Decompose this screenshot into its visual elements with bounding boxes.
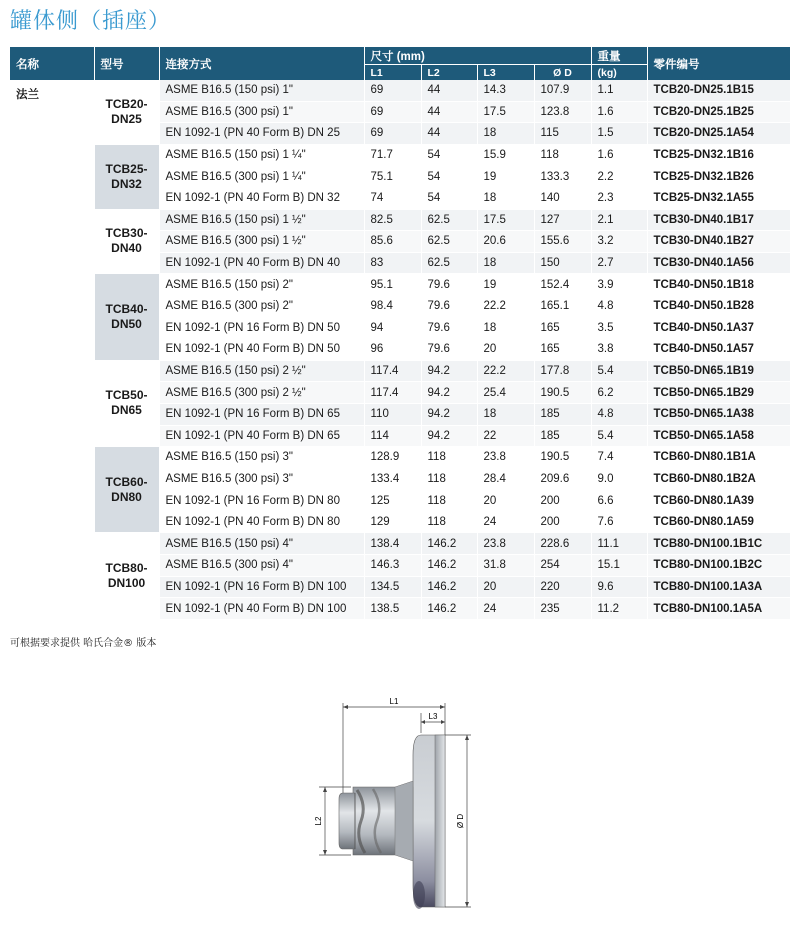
part-number-cell: TCB50-DN65.1B29 bbox=[647, 382, 790, 404]
l3-cell: 25.4 bbox=[477, 382, 534, 404]
header-weight: 重量 bbox=[591, 47, 647, 65]
l3-cell: 18 bbox=[477, 252, 534, 274]
connection-cell: EN 1092-1 (PN 16 Form B) DN 50 bbox=[159, 317, 364, 339]
weight-cell: 4.8 bbox=[591, 295, 647, 317]
dim-od-label: Ø D bbox=[456, 813, 465, 829]
l3-cell: 23.8 bbox=[477, 533, 534, 555]
header-size-group: 尺寸 (mm) bbox=[364, 47, 591, 65]
l1-cell: 75.1 bbox=[364, 166, 421, 188]
weight-cell: 6.2 bbox=[591, 382, 647, 404]
od-cell: 165 bbox=[534, 317, 591, 339]
l2-cell: 62.5 bbox=[421, 209, 477, 231]
table-row bbox=[10, 209, 790, 231]
l2-cell: 62.5 bbox=[421, 252, 477, 274]
part-number-cell: TCB80-DN100.1A3A bbox=[647, 576, 790, 598]
l3-cell: 24 bbox=[477, 511, 534, 533]
part-number-cell: TCB40-DN50.1B18 bbox=[647, 274, 790, 296]
l2-cell: 146.2 bbox=[421, 533, 477, 555]
l3-cell: 20.6 bbox=[477, 231, 534, 253]
l2-cell: 44 bbox=[421, 80, 477, 101]
od-cell: 200 bbox=[534, 490, 591, 512]
connection-cell: ASME B16.5 (150 psi) 4" bbox=[159, 533, 364, 555]
table-row bbox=[10, 144, 790, 166]
od-cell: 190.5 bbox=[534, 382, 591, 404]
header-l2: L2 bbox=[421, 65, 477, 81]
od-cell: 118 bbox=[534, 144, 591, 166]
l1-cell: 146.3 bbox=[364, 555, 421, 577]
weight-cell: 2.3 bbox=[591, 187, 647, 209]
part-number-cell: TCB25-DN32.1A55 bbox=[647, 187, 790, 209]
page-title: 罐体侧（插座） bbox=[10, 9, 172, 34]
connection-cell: ASME B16.5 (150 psi) 1 ½" bbox=[159, 209, 364, 231]
l1-cell: 69 bbox=[364, 80, 421, 101]
l2-cell: 94.2 bbox=[421, 360, 477, 382]
l2-cell: 79.6 bbox=[421, 317, 477, 339]
model-cell: TCB30- DN40 bbox=[94, 209, 159, 274]
l2-cell: 118 bbox=[421, 468, 477, 490]
l2-cell: 79.6 bbox=[421, 339, 477, 361]
od-cell: 185 bbox=[534, 425, 591, 447]
l1-cell: 95.1 bbox=[364, 274, 421, 296]
weight-cell: 9.0 bbox=[591, 468, 647, 490]
dim-l1-label: L1 bbox=[389, 697, 399, 706]
l2-cell: 44 bbox=[421, 123, 477, 145]
l1-cell: 96 bbox=[364, 339, 421, 361]
part-number-cell: TCB20-DN25.1B15 bbox=[647, 80, 790, 101]
part-number-cell: TCB80-DN100.1B1C bbox=[647, 533, 790, 555]
l3-cell: 19 bbox=[477, 274, 534, 296]
od-cell: 220 bbox=[534, 576, 591, 598]
connection-cell: EN 1092-1 (PN 16 Form B) DN 100 bbox=[159, 576, 364, 598]
part-number-cell: TCB30-DN40.1A56 bbox=[647, 252, 790, 274]
od-cell: 152.4 bbox=[534, 274, 591, 296]
weight-cell: 15.1 bbox=[591, 555, 647, 577]
weight-cell: 2.7 bbox=[591, 252, 647, 274]
l1-cell: 138.5 bbox=[364, 598, 421, 620]
od-cell: 200 bbox=[534, 511, 591, 533]
l2-cell: 62.5 bbox=[421, 231, 477, 253]
l1-cell: 83 bbox=[364, 252, 421, 274]
l3-cell: 18 bbox=[477, 403, 534, 425]
table-row bbox=[10, 447, 790, 469]
header-od: Ø D bbox=[534, 65, 591, 81]
l2-cell: 54 bbox=[421, 144, 477, 166]
l3-cell: 22 bbox=[477, 425, 534, 447]
weight-cell: 1.6 bbox=[591, 101, 647, 123]
connection-cell: EN 1092-1 (PN 16 Form B) DN 65 bbox=[159, 403, 364, 425]
spec-table-body bbox=[10, 80, 790, 619]
od-cell: 235 bbox=[534, 598, 591, 620]
l1-cell: 98.4 bbox=[364, 295, 421, 317]
connection-cell: EN 1092-1 (PN 40 Form B) DN 40 bbox=[159, 252, 364, 274]
l3-cell: 24 bbox=[477, 598, 534, 620]
l3-cell: 18 bbox=[477, 187, 534, 209]
l1-cell: 117.4 bbox=[364, 382, 421, 404]
weight-cell: 11.2 bbox=[591, 598, 647, 620]
weight-cell: 5.4 bbox=[591, 425, 647, 447]
l1-cell: 74 bbox=[364, 187, 421, 209]
od-cell: 228.6 bbox=[534, 533, 591, 555]
table-row bbox=[10, 360, 790, 382]
od-cell: 209.6 bbox=[534, 468, 591, 490]
connection-cell: EN 1092-1 (PN 40 Form B) DN 50 bbox=[159, 339, 364, 361]
part-number-cell: TCB20-DN25.1B25 bbox=[647, 101, 790, 123]
part-number-cell: TCB40-DN50.1A57 bbox=[647, 339, 790, 361]
od-cell: 127 bbox=[534, 209, 591, 231]
header-part: 零件编号 bbox=[647, 47, 790, 80]
l3-cell: 20 bbox=[477, 490, 534, 512]
l2-cell: 118 bbox=[421, 511, 477, 533]
l3-cell: 14.3 bbox=[477, 80, 534, 101]
od-cell: 165.1 bbox=[534, 295, 591, 317]
l3-cell: 23.8 bbox=[477, 447, 534, 469]
connection-cell: EN 1092-1 (PN 40 Form B) DN 80 bbox=[159, 511, 364, 533]
model-cell: TCB60- DN80 bbox=[94, 447, 159, 533]
part-number-cell: TCB60-DN80.1A39 bbox=[647, 490, 790, 512]
weight-cell: 9.6 bbox=[591, 576, 647, 598]
l2-cell: 79.6 bbox=[421, 295, 477, 317]
model-cell: TCB50- DN65 bbox=[94, 360, 159, 446]
l1-cell: 94 bbox=[364, 317, 421, 339]
part-number-cell: TCB50-DN65.1A58 bbox=[647, 425, 790, 447]
header-l1: L1 bbox=[364, 65, 421, 81]
od-cell: 190.5 bbox=[534, 447, 591, 469]
od-cell: 107.9 bbox=[534, 80, 591, 101]
l2-cell: 118 bbox=[421, 490, 477, 512]
model-cell: TCB40- DN50 bbox=[94, 274, 159, 360]
weight-cell: 7.4 bbox=[591, 447, 647, 469]
part-number-cell: TCB50-DN65.1B19 bbox=[647, 360, 790, 382]
connection-cell: EN 1092-1 (PN 40 Form B) DN 25 bbox=[159, 123, 364, 145]
connection-cell: EN 1092-1 (PN 40 Form B) DN 65 bbox=[159, 425, 364, 447]
part-number-cell: TCB25-DN32.1B16 bbox=[647, 144, 790, 166]
header-model: 型号 bbox=[94, 47, 159, 80]
header-l3: L3 bbox=[477, 65, 534, 81]
l1-cell: 69 bbox=[364, 101, 421, 123]
weight-cell: 6.6 bbox=[591, 490, 647, 512]
part-number-cell: TCB30-DN40.1B17 bbox=[647, 209, 790, 231]
od-cell: 254 bbox=[534, 555, 591, 577]
weight-cell: 3.2 bbox=[591, 231, 647, 253]
weight-cell: 1.5 bbox=[591, 123, 647, 145]
l1-cell: 114 bbox=[364, 425, 421, 447]
connection-cell: EN 1092-1 (PN 40 Form B) DN 100 bbox=[159, 598, 364, 620]
od-cell: 115 bbox=[534, 123, 591, 145]
od-cell: 140 bbox=[534, 187, 591, 209]
connection-cell: ASME B16.5 (150 psi) 1" bbox=[159, 80, 364, 101]
connection-cell: ASME B16.5 (300 psi) 2" bbox=[159, 295, 364, 317]
connection-cell: ASME B16.5 (150 psi) 2" bbox=[159, 274, 364, 296]
connection-cell: ASME B16.5 (300 psi) 1 ½" bbox=[159, 231, 364, 253]
weight-cell: 1.6 bbox=[591, 144, 647, 166]
l1-cell: 71.7 bbox=[364, 144, 421, 166]
part-number-cell: TCB80-DN100.1A5A bbox=[647, 598, 790, 620]
connection-cell: ASME B16.5 (150 psi) 1 ¼" bbox=[159, 144, 364, 166]
hastelloy-note: 可根据要求提供 哈氏合金® 版本 bbox=[10, 638, 157, 649]
l1-cell: 82.5 bbox=[364, 209, 421, 231]
weight-cell: 2.2 bbox=[591, 166, 647, 188]
model-cell: TCB80- DN100 bbox=[94, 533, 159, 619]
l3-cell: 18 bbox=[477, 123, 534, 145]
l2-cell: 146.2 bbox=[421, 555, 477, 577]
part-number-cell: TCB40-DN50.1A37 bbox=[647, 317, 790, 339]
od-cell: 185 bbox=[534, 403, 591, 425]
l2-cell: 94.2 bbox=[421, 425, 477, 447]
l2-cell: 79.6 bbox=[421, 274, 477, 296]
l3-cell: 19 bbox=[477, 166, 534, 188]
l1-cell: 129 bbox=[364, 511, 421, 533]
l2-cell: 94.2 bbox=[421, 403, 477, 425]
connection-cell: ASME B16.5 (150 psi) 3" bbox=[159, 447, 364, 469]
connection-cell: ASME B16.5 (300 psi) 1 ¼" bbox=[159, 166, 364, 188]
header-name: 名称 bbox=[10, 47, 94, 80]
weight-cell: 3.5 bbox=[591, 317, 647, 339]
od-cell: 177.8 bbox=[534, 360, 591, 382]
l3-cell: 17.5 bbox=[477, 209, 534, 231]
part-number-cell: TCB40-DN50.1B28 bbox=[647, 295, 790, 317]
l3-cell: 22.2 bbox=[477, 295, 534, 317]
connection-cell: ASME B16.5 (300 psi) 3" bbox=[159, 468, 364, 490]
table-row bbox=[10, 80, 790, 101]
connection-cell: EN 1092-1 (PN 16 Form B) DN 80 bbox=[159, 490, 364, 512]
l2-cell: 118 bbox=[421, 447, 477, 469]
l1-cell: 125 bbox=[364, 490, 421, 512]
l3-cell: 17.5 bbox=[477, 101, 534, 123]
part-number-cell: TCB20-DN25.1A54 bbox=[647, 123, 790, 145]
weight-cell: 3.8 bbox=[591, 339, 647, 361]
model-cell: TCB20- DN25 bbox=[94, 80, 159, 144]
od-cell: 155.6 bbox=[534, 231, 591, 253]
l2-cell: 44 bbox=[421, 101, 477, 123]
part-number-cell: TCB60-DN80.1B2A bbox=[647, 468, 790, 490]
header-connection: 连接方式 bbox=[159, 47, 364, 80]
connection-cell: EN 1092-1 (PN 40 Form B) DN 32 bbox=[159, 187, 364, 209]
part-number-cell: TCB50-DN65.1A38 bbox=[647, 403, 790, 425]
weight-cell: 4.8 bbox=[591, 403, 647, 425]
connection-cell: ASME B16.5 (150 psi) 2 ½" bbox=[159, 360, 364, 382]
l3-cell: 22.2 bbox=[477, 360, 534, 382]
weight-cell: 7.6 bbox=[591, 511, 647, 533]
weight-cell: 1.1 bbox=[591, 80, 647, 101]
spec-table bbox=[10, 47, 791, 620]
l1-cell: 138.4 bbox=[364, 533, 421, 555]
product-name-cell: 法兰 bbox=[10, 80, 94, 619]
l1-cell: 134.5 bbox=[364, 576, 421, 598]
l2-cell: 146.2 bbox=[421, 576, 477, 598]
weight-cell: 3.9 bbox=[591, 274, 647, 296]
l3-cell: 28.4 bbox=[477, 468, 534, 490]
part-number-cell: TCB60-DN80.1A59 bbox=[647, 511, 790, 533]
od-cell: 165 bbox=[534, 339, 591, 361]
dim-l3-label: L3 bbox=[428, 712, 438, 721]
l2-cell: 54 bbox=[421, 187, 477, 209]
dim-l2-label: L2 bbox=[314, 816, 323, 826]
weight-cell: 5.4 bbox=[591, 360, 647, 382]
l1-cell: 110 bbox=[364, 403, 421, 425]
table-row bbox=[10, 274, 790, 296]
l1-cell: 69 bbox=[364, 123, 421, 145]
l2-cell: 54 bbox=[421, 166, 477, 188]
l2-cell: 146.2 bbox=[421, 598, 477, 620]
l3-cell: 18 bbox=[477, 317, 534, 339]
l1-cell: 133.4 bbox=[364, 468, 421, 490]
od-cell: 150 bbox=[534, 252, 591, 274]
table-row bbox=[10, 533, 790, 555]
part-number-cell: TCB80-DN100.1B2C bbox=[647, 555, 790, 577]
l2-cell: 94.2 bbox=[421, 382, 477, 404]
part-number-cell: TCB60-DN80.1B1A bbox=[647, 447, 790, 469]
connection-cell: ASME B16.5 (300 psi) 2 ½" bbox=[159, 382, 364, 404]
connection-cell: ASME B16.5 (300 psi) 1" bbox=[159, 101, 364, 123]
l1-cell: 117.4 bbox=[364, 360, 421, 382]
weight-cell: 2.1 bbox=[591, 209, 647, 231]
connection-cell: ASME B16.5 (300 psi) 4" bbox=[159, 555, 364, 577]
part-number-cell: TCB25-DN32.1B26 bbox=[647, 166, 790, 188]
flange-drawing bbox=[295, 695, 495, 925]
l3-cell: 15.9 bbox=[477, 144, 534, 166]
header-weight-unit: (kg) bbox=[591, 65, 647, 81]
l3-cell: 20 bbox=[477, 576, 534, 598]
od-cell: 123.8 bbox=[534, 101, 591, 123]
part-number-cell: TCB30-DN40.1B27 bbox=[647, 231, 790, 253]
model-cell: TCB25- DN32 bbox=[94, 144, 159, 209]
l3-cell: 20 bbox=[477, 339, 534, 361]
weight-cell: 11.1 bbox=[591, 533, 647, 555]
l1-cell: 85.6 bbox=[364, 231, 421, 253]
l1-cell: 128.9 bbox=[364, 447, 421, 469]
l3-cell: 31.8 bbox=[477, 555, 534, 577]
od-cell: 133.3 bbox=[534, 166, 591, 188]
